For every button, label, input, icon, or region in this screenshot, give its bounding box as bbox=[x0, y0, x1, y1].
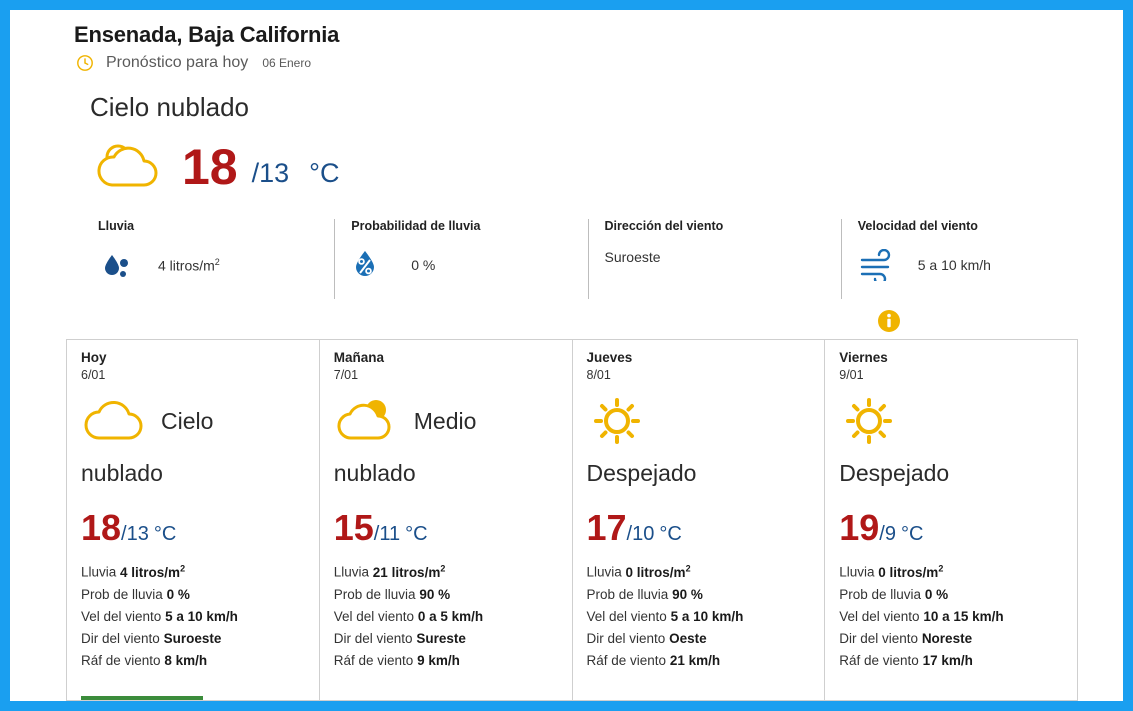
percent-icon bbox=[351, 249, 395, 281]
day-wind-speed: Vel del viento 10 a 15 km/h bbox=[839, 608, 1004, 624]
metric-value-sup: 2 bbox=[214, 256, 220, 267]
day-rain: Lluvia 4 litros/$m^2$ bbox=[81, 563, 186, 580]
day-name: Jueves bbox=[586, 350, 633, 365]
sun-icon bbox=[839, 394, 909, 448]
metrics-row bbox=[82, 219, 1094, 299]
day-temp-unit: °C bbox=[900, 523, 924, 545]
metric-title: Velocidad del viento bbox=[857, 219, 978, 233]
day-wind-dir: Dir del viento Sureste bbox=[333, 630, 466, 646]
day-temp-unit: °C bbox=[405, 523, 428, 545]
day-wind-dir: Dir del viento Oeste bbox=[586, 630, 707, 646]
current-temp-min: /13 bbox=[251, 157, 290, 188]
day-wind-gust: Ráf de viento 8 km/h bbox=[81, 652, 208, 668]
forecast-label: Pronóstico para hoy bbox=[106, 54, 249, 71]
metric-value: Suroeste bbox=[604, 249, 661, 265]
day-rain-prob: Prob de lluvia 0 % bbox=[81, 586, 190, 602]
uv-bar bbox=[81, 696, 203, 700]
metric-velocidad-viento bbox=[841, 219, 1094, 299]
current-temp-max: 18 bbox=[182, 139, 238, 195]
day-temp-max: 19 bbox=[839, 507, 880, 548]
metric-title: Lluvia bbox=[98, 219, 135, 233]
day-name: Hoy bbox=[81, 350, 107, 365]
list-item[interactable] bbox=[572, 340, 825, 700]
day-date: 9/01 bbox=[839, 368, 864, 382]
metric-lluvia bbox=[82, 219, 334, 299]
daily-forecast-list bbox=[66, 339, 1078, 701]
metric-direccion-viento bbox=[588, 219, 841, 299]
day-wind-speed: Vel del viento 5 a 10 km/h bbox=[586, 608, 744, 624]
forecast-date: 06 Enero bbox=[262, 56, 312, 70]
day-rain-prob: Prob de lluvia 90 % bbox=[333, 586, 451, 602]
day-sky-part1: Cielo bbox=[161, 407, 214, 434]
day-temp-max: 18 bbox=[81, 507, 122, 548]
metric-title: Dirección del viento bbox=[604, 219, 724, 233]
wind-icon bbox=[858, 249, 902, 281]
forecast-subtitle bbox=[76, 54, 1101, 72]
day-sky-part1: Medio bbox=[413, 407, 477, 434]
day-temp-min: /10 bbox=[626, 523, 655, 545]
current-temperature bbox=[90, 137, 1101, 197]
day-date: 8/01 bbox=[586, 368, 611, 382]
day-temp-unit: °C bbox=[153, 523, 177, 545]
raindrops-icon bbox=[98, 249, 142, 281]
metric-value: 0 % bbox=[411, 257, 436, 273]
day-sky-part2: Despejado bbox=[586, 460, 697, 486]
day-rain: Lluvia 0 litros/$m^2$ bbox=[586, 563, 691, 580]
day-sky-part2: nublado bbox=[333, 460, 416, 486]
clock-icon bbox=[76, 54, 94, 72]
list-item[interactable] bbox=[824, 340, 1077, 700]
cloud-sun-icon bbox=[334, 394, 404, 448]
day-sky-part2: nublado bbox=[81, 460, 163, 486]
day-date: 6/01 bbox=[81, 368, 106, 382]
page-title: Ensenada, Baja California bbox=[74, 22, 340, 47]
metric-probabilidad-lluvia bbox=[334, 219, 587, 299]
metric-title: Probabilidad de lluvia bbox=[351, 219, 481, 233]
day-wind-speed: Vel del viento 0 a 5 km/h bbox=[333, 608, 484, 624]
day-wind-gust: Ráf de viento 17 km/h bbox=[839, 652, 973, 668]
sun-icon bbox=[587, 394, 657, 448]
current-temp-unit: °C bbox=[309, 157, 340, 188]
day-temperature bbox=[334, 507, 558, 549]
day-temp-unit: °C bbox=[659, 523, 682, 545]
day-wind-dir: Dir del viento Noreste bbox=[839, 630, 973, 646]
day-rain-prob: Prob de lluvia 90 % bbox=[586, 586, 703, 602]
info-icon[interactable] bbox=[877, 309, 901, 333]
day-rain-prob: Prob de lluvia 0 % bbox=[839, 586, 949, 602]
list-item[interactable] bbox=[319, 340, 572, 700]
day-temp-max: 15 bbox=[333, 507, 374, 548]
metric-value: 5 a 10 km/h bbox=[917, 257, 991, 273]
list-item[interactable] bbox=[67, 340, 319, 700]
day-wind-gust: Ráf de viento 21 km/h bbox=[586, 652, 721, 668]
day-name: Viernes bbox=[839, 350, 888, 365]
weather-page bbox=[10, 10, 1123, 701]
day-wind-dir: Dir del viento Suroeste bbox=[81, 630, 222, 646]
day-temperature bbox=[839, 507, 1063, 549]
day-wind-speed: Vel del viento 5 a 10 km/h bbox=[81, 608, 238, 624]
day-temp-min: /9 bbox=[879, 523, 896, 545]
day-temperature bbox=[81, 507, 305, 549]
day-temp-min: /11 bbox=[373, 523, 401, 545]
cloud-icon bbox=[81, 394, 151, 448]
day-wind-gust: Ráf de viento 9 km/h bbox=[333, 652, 460, 668]
day-temp-max: 17 bbox=[586, 507, 627, 548]
day-date: 7/01 bbox=[333, 368, 359, 382]
day-sky-part2: Despejado bbox=[839, 460, 950, 486]
cloud-sun-icon bbox=[90, 137, 168, 197]
info-row bbox=[66, 309, 1101, 333]
day-temperature bbox=[587, 507, 811, 549]
metric-value: 4 litros/$m^2$ bbox=[158, 256, 220, 274]
day-rain: Lluvia 0 litros/$m^2$ bbox=[839, 563, 944, 580]
day-name: Mañana bbox=[333, 350, 385, 365]
current-sky-state: Cielo nublado bbox=[90, 92, 250, 122]
day-temp-min: /13 bbox=[121, 523, 149, 545]
day-rain: Lluvia 21 litros/$m^2$ bbox=[333, 563, 446, 580]
